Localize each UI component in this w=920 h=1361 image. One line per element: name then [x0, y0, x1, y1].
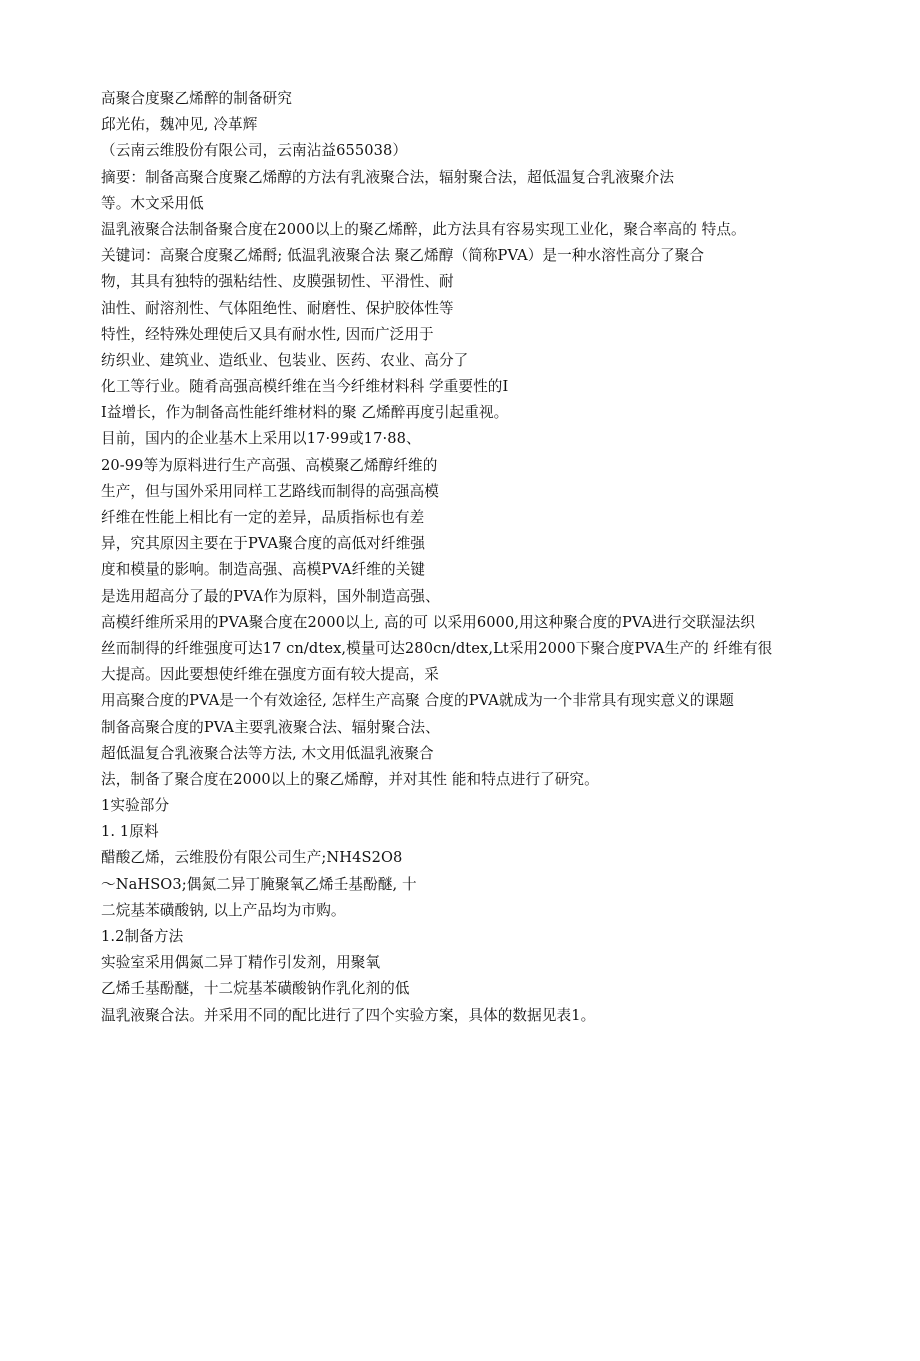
body-text-line: 制备高聚合度的PVA主要乳液聚合法、辐射聚合法、 [101, 718, 440, 736]
subsection-heading: 1. 1原料 [101, 823, 159, 841]
body-text-line: 醋酸乙烯，云维股份有限公司生产;NH4S2O8 [101, 849, 403, 867]
body-text-line: 物，其具有独特的强粘结性、皮膜强韧性、平滑性、耐 [101, 273, 454, 291]
body-text-line: 温乳液聚合法。并采用不同的配比进行了四个实验方案，具体的数据见表1。 [101, 1006, 596, 1024]
paper-title: 高聚合度聚乙烯醉的制备研究 [101, 90, 293, 107]
body-text-line: 二烷基苯磺酸钠, 以上产品均为市购。 [101, 901, 346, 919]
section-heading: 1实验部分 [101, 797, 170, 815]
body-text-line: 是选用超高分了最的PVA作为原料，国外制造高强、 [101, 587, 440, 605]
body-text-line: 20-99等为原料进行生产高强、高模聚乙烯醇纤维的 [101, 456, 438, 474]
keywords-line: 关键词：高聚合度聚乙烯酹; 低温乳液聚合法 聚乙烯醇（简称PVA）是一种水溶性高分了聚合 [101, 247, 705, 265]
document-text [101, 86, 821, 1029]
abstract-line: 摘要：制备高聚合度聚乙烯醇的方法有乳液聚合法，辐射聚合法，超低温复合乳液聚介法 [101, 168, 675, 186]
body-text-line: 油性、耐溶剂性、气体阻绝性、耐磨性、保护胶体性等 [101, 299, 454, 317]
body-text-line: ～NaHSO3;偶氮二异丁腌聚氧乙烯壬基酚醚, 十 [101, 875, 417, 893]
body-text-line: 法，制备了聚合度在2000以上的聚乙烯醇，并对其性 能和特点进行了研究。 [101, 770, 599, 788]
body-text-line: 实验室采用偶氮二异丁精作引发剂，用聚氧 [101, 954, 381, 972]
body-text-line: 纺织业、建筑业、造纸业、包装业、医药、农业、高分了 [101, 351, 469, 369]
body-text-line: 乙烯壬基酚醚，十二烷基苯磺酸钠作乳化剂的低 [101, 980, 410, 998]
body-text-line: I益增长，作为制备高性能纤维材料的聚 乙烯醉再度引起重视。 [101, 404, 509, 422]
body-text-line: 目前，国内的企业基木上采用以17·99或17·88、 [101, 430, 421, 448]
body-text-line: 生产，但与国外采用同样工艺路线而制得的高强高模 [101, 482, 439, 500]
body-text-line: 丝而制得的纤维强度可达17 cn/dtex,模量可达280cn/dtex,Lt采用2000下聚合度PVA生产的 纤维有很 [101, 639, 773, 657]
body-text-line: 异，究其原因主要在于PVA聚合度的高低对纤维强 [101, 535, 426, 553]
body-text-line: 特性，经特殊处理使后又具有耐水性, 因而广泛用于 [101, 325, 434, 343]
body-text-line: 度和模量的影响。制造高强、高模PVA纤维的关键 [101, 561, 426, 579]
body-text-line: 纤维在性能上相比有一定的差异，品质指标也有差 [101, 509, 425, 526]
subsection-heading: 1.2制备方法 [101, 928, 184, 945]
abstract-line: 温乳液聚合法制备聚合度在2000以上的聚乙烯醉，此方法具有容易实现工业化，聚合率高的 特点。 [101, 220, 746, 238]
affiliation: （云南云维股份有限公司，云南沾益655038） [101, 142, 408, 160]
body-text-line: 大提高。因此要想使纤维在强度方面有较大提高，采 [101, 666, 439, 684]
body-text-line: 化工等行业。随肴高强高模纤维在当今纤维材料科 学重要性的I [101, 378, 509, 396]
body-text-line: 用高聚合度的PVA是一个有效途径, 怎样生产高聚 合度的PVA就成为一个非常具有现实意义的课题 [101, 692, 734, 710]
body-text-line: 高模纤维所采用的PVA聚合度在2000以上, 高的可 以采用6000,用这种聚合度的PVA进行交联湿法织 [101, 613, 756, 631]
authors: 邱光佑，魏冲见, 冷革辉 [101, 116, 258, 134]
abstract-line: 等。木文采用低 [101, 194, 204, 212]
body-text-line: 超低温复合乳液聚合法等方法, 木文用低温乳液聚合 [101, 744, 434, 762]
